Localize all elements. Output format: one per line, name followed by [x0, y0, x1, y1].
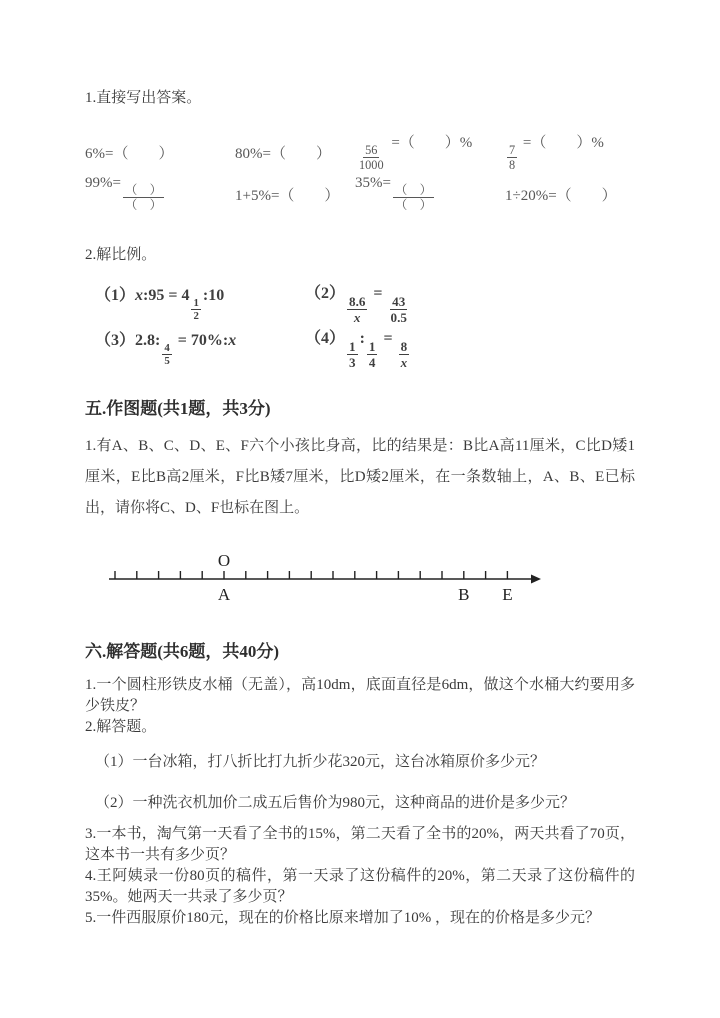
problem-text-washer: （2）一种洗衣机加价二成五后售价为980元，这种商品的进价是多少元？	[95, 795, 576, 811]
section-word-problems	[85, 641, 635, 929]
problem-text-suit: 5.一件西服原价180元，现在的价格比原来增加了10% ，现在的价格是多少元？	[85, 910, 600, 926]
proportion-expression: （1）x:95 = 4 $\frac{1}{2}$ :10	[95, 287, 225, 323]
problem-text-typing: 4.王阿姨录一份80页的稿件，第一天录了这份稿件的20%，第二天录了这份稿件的35%。她两天一共录了多少页？	[85, 868, 635, 905]
number-line-point-label: A	[217, 585, 231, 604]
number-line-figure	[85, 548, 635, 611]
calc-expression: $\frac{56}{1000}$ =（ ）%	[359, 135, 473, 173]
problem-text-cylinder: 1.一个圆柱形铁皮水桶（无盖），高10dm，底面直径是6dm，做这个水桶大约要用多少铁皮？	[85, 677, 635, 714]
problem-text-fridge: （1）一台冰箱，打八折比打九折少花320元，这台冰箱原价多少元？	[95, 754, 546, 770]
proportion-row-2	[85, 325, 635, 370]
calc-row-1	[85, 131, 635, 173]
proportion-expression: （2） $\frac{8.6}{x}$ = $\frac{43}{0.5}$	[305, 285, 407, 325]
problem-text-subheader: 2.解答题。	[85, 719, 157, 735]
drawing-problem-text: 1.有A、B、C、D、E、F六个小孩比身高，比的结果是：B比A高11厘米，C比D矮1厘米，E比B高2厘米，F比B矮7厘米，比D矮2厘米，在一条数轴上，A、B、E已标出，请你将C、D、F也标在图上。	[85, 438, 635, 516]
proportion-expression: （3）2.8: $\frac{4}{5}$ = 70%:x	[95, 332, 237, 368]
calc-expression: 99%= $\frac{( )}{( )}$	[85, 175, 162, 213]
number-line-point-label: B	[458, 585, 470, 604]
calc-expression: 35%= $\frac{( )}{( )}$	[355, 175, 432, 213]
problem-text-book: 3.一本书，淘气第一天看了全书的15%，第二天看了全书的20%，两天共看了70页，这本书一共有多少页？	[85, 826, 635, 863]
number-line-svg	[109, 548, 549, 606]
section-direct-answers	[85, 88, 635, 215]
section6-heading: 六.解答题(共6题，共40分)	[85, 642, 280, 661]
section5-heading: 五.作图题(共1题，共3分)	[85, 399, 271, 418]
proportion-expression: （4） $\frac{1}{3}$ : $\frac{1}{4}$ = $\frac{8}{x}$	[305, 330, 408, 370]
section1-title: 1.直接写出答案。	[85, 90, 202, 106]
section-drawing-problem	[85, 398, 635, 611]
calc-expression: 6%=（ ）	[85, 145, 174, 162]
proportion-row-1	[85, 280, 635, 325]
calc-expression: 1+5%=（ ）	[235, 187, 340, 204]
calc-expression: $\frac{7}{8}$ =（ ）%	[509, 135, 604, 173]
number-line-point-label: O	[217, 551, 231, 570]
number-line-point-label: E	[502, 585, 513, 604]
section2-title: 2.解比例。	[85, 247, 157, 263]
calc-row-2	[85, 173, 635, 215]
calc-expression: 80%=（ ）	[235, 145, 331, 162]
calc-expression: 1÷20%=（ ）	[505, 187, 617, 204]
section-solve-proportions	[85, 245, 635, 370]
